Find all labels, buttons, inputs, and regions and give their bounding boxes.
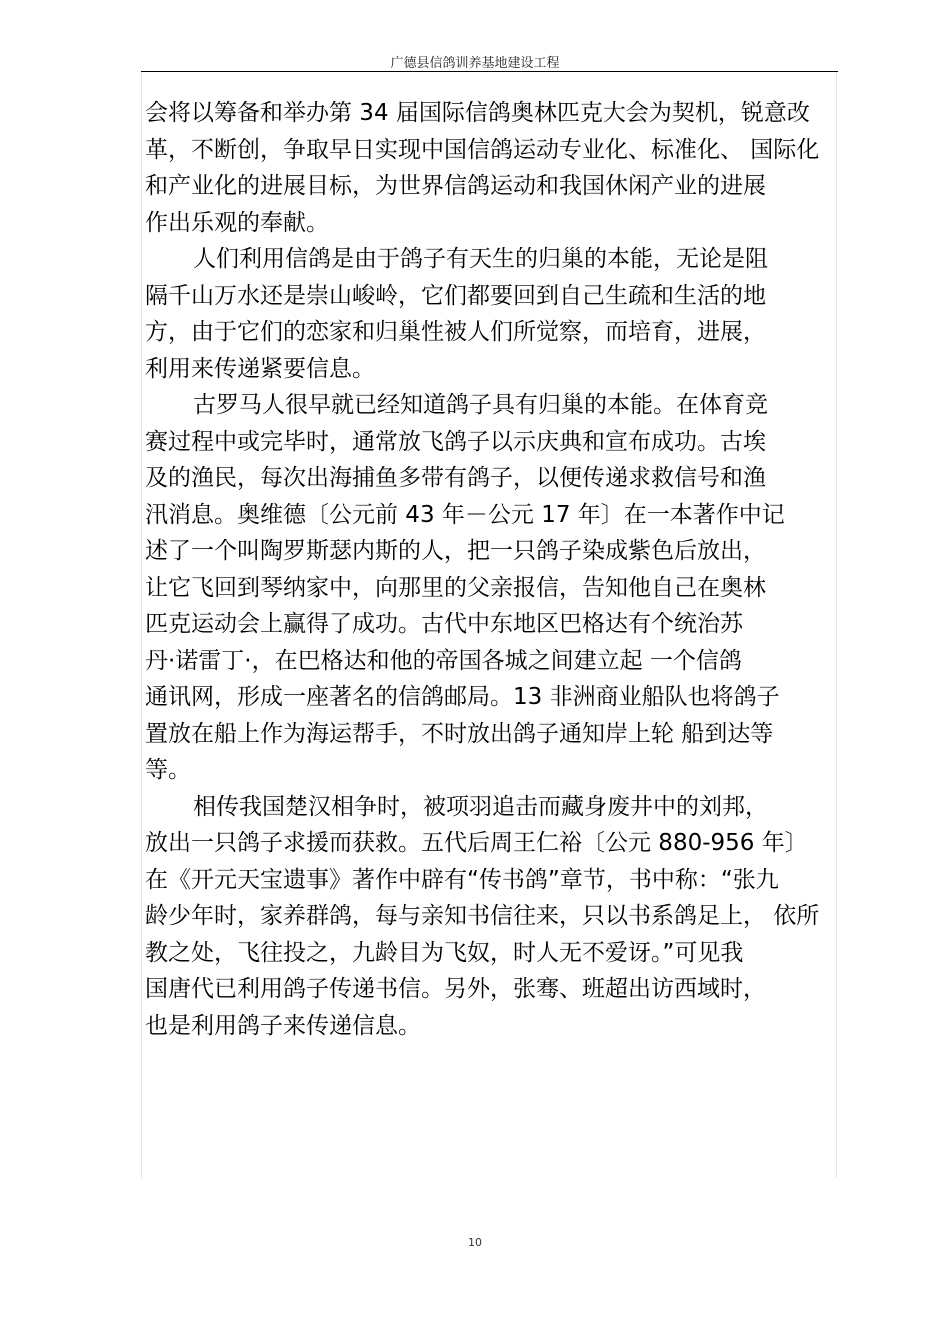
text-line: 丹·诺雷丁·，在巴格达和他的帝国各城之间建立起 一个信鸽 <box>145 647 742 674</box>
text-line: 会将以筹备和举办第 34 届国际信鸽奥林匹克大会为契机，锐意改 <box>145 100 810 126</box>
page-header-title: 广德县信鸽训养基地建设工程 <box>390 56 560 71</box>
paragraph-1 <box>145 95 835 241</box>
text-line: 等。 <box>145 757 191 783</box>
page-number: 10 <box>468 1236 482 1249</box>
document-body <box>145 95 835 1044</box>
text-line: 国唐代已利用鸽子传递书信。另外，张骞、班超出访西域时， <box>145 976 766 1002</box>
text-line: 古罗马人很早就已经知道鸽子具有归巢的本能。在体育竞 <box>193 392 768 418</box>
text-line: 利用来传递紧要信息。 <box>145 355 375 382</box>
paragraph-3 <box>145 387 835 789</box>
text-line: 龄少年时，家养群鸽，每与亲知书信往来，只以书系鸽足上， 依所 <box>145 903 820 929</box>
text-line: 赛过程中或完毕时，通常放飞鸽子以示庆典和宣布成功。古埃 <box>145 428 766 455</box>
text-line: 匹克运动会上赢得了成功。古代中东地区巴格达有个统治苏 <box>145 611 743 637</box>
text-line: 在《开元天宝遗事》著作中辟有“传书鸽”章节，书中称：“张九 <box>145 866 779 893</box>
text-line: 隔千山万水还是崇山峻岭，它们都要回到自己生疏和生活的地 <box>145 282 766 309</box>
text-line: 教之处，飞往投之，九龄目为飞奴，时人无不爱讶。”可见我 <box>145 939 744 966</box>
text-line: 汛消息。奥维德〔公元前 43 年－公元 17 年〕在一本著作中记 <box>145 501 785 528</box>
text-line: 方，由于它们的恋家和归巢性被人们所觉察，而培育，进展， <box>145 319 766 345</box>
text-line: 置放在船上作为海运帮手，不时放出鸽子通知岸上轮 船到达等 <box>145 720 774 747</box>
text-line: 作出乐观的奉献。 <box>145 209 329 236</box>
text-line: 人们利用信鸽是由于鸽子有天生的归巢的本能，无论是阻 <box>193 246 768 272</box>
text-line: 及的渔民，每次出海捕鱼多带有鸽子，以便传递求救信号和渔 <box>145 465 766 491</box>
text-line: 相传我国楚汉相争时，被项羽追击而藏身废井中的刘邦， <box>193 793 768 820</box>
text-line: 让它飞回到琴纳家中，向那里的父亲报信，告知他自己在奥林 <box>145 574 766 601</box>
text-line: 通讯网，形成一座著名的信鸽邮局。13 非洲商业船队也将鸽子 <box>145 684 780 710</box>
text-line: 述了一个叫陶罗斯瑟内斯的人，把一只鸽子染成紫色后放出， <box>145 538 766 564</box>
text-line: 和产业化的进展目标，为世界信鸽运动和我国休闲产业的进展 <box>145 173 766 199</box>
text-line: 革，不断创，争取早日实现中国信鸽运动专业化、标准化、 国际化 <box>145 136 820 163</box>
text-line: 也是利用鸽子来传递信息。 <box>145 1012 421 1039</box>
text-line: 放出一只鸽子求援而获救。五代后周王仁裕〔公元 880-956 年〕 <box>145 830 808 856</box>
paragraph-4 <box>145 789 835 1045</box>
paragraph-2 <box>145 241 835 387</box>
